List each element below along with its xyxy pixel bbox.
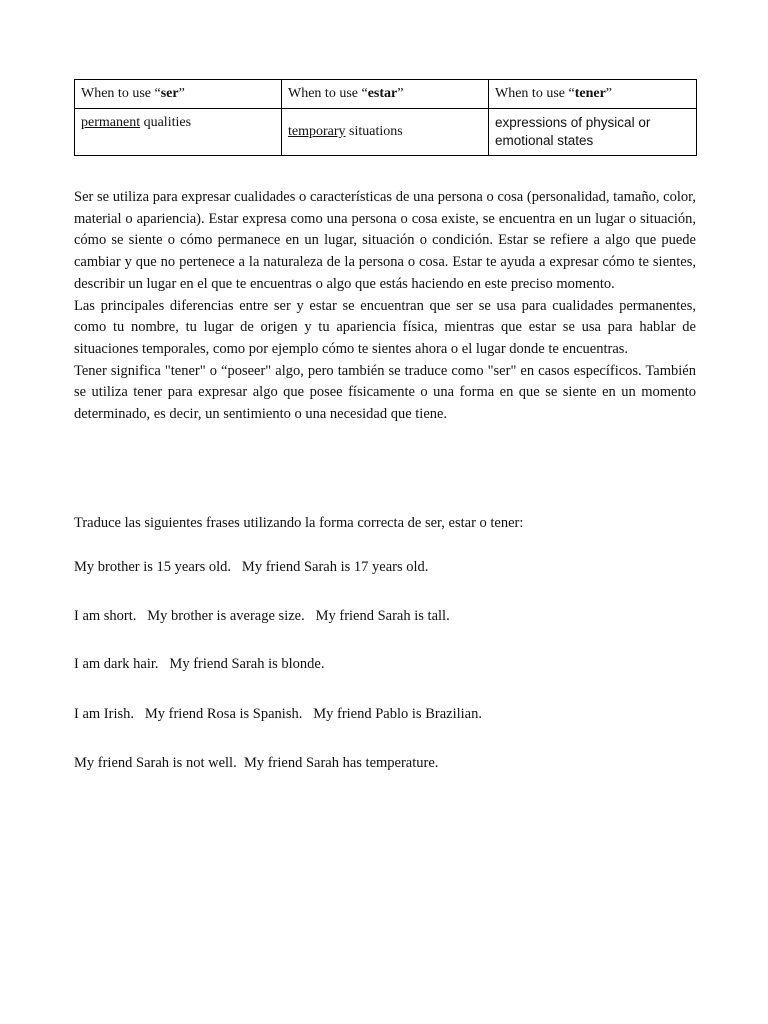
usage-table — [74, 79, 697, 156]
exercise-sentence-5: My friend Sarah is not well. My friend Sarah has temperature. — [74, 755, 439, 771]
exercise-sentence-4: I am Irish. My friend Rosa is Spanish. My friend Pablo is Brazilian. — [74, 706, 482, 722]
worksheet-page — [74, 79, 696, 771]
table-header-row — [75, 80, 697, 109]
paragraph-tener: Tener significa "tener" o “poseer" algo, pero también se traduce como "ser" en casos específicos. También se utiliza tener para expresar algo que posee físicamente o una forma en que se siente en un momento determinado, es decir, un sentimiento o una necesidad que tiene. — [74, 362, 696, 423]
paragraph-ser-estar: Ser se utiliza para expresar cualidades o características de una persona o cosa (personalidad, tamaño, color, material o apariencia). Estar expresa como una persona o cosa existe, se encuentra en un lugar o situación, cómo se siente o cómo permanece en un lugar, situación o condición. Estar se refiere a algo que puede cambiar y que no pertenece a la naturaleza de la persona o cosa. Estar te ayuda a expresar cómo te sientes, describir un lugar en el que te encuentras o algo que estás haciendo en este preciso momento. — [74, 189, 696, 292]
cell-estar-use: temporary situations — [282, 109, 489, 156]
exercise-sentence-2: I am short. My brother is average size. My friend Sarah is tall. — [74, 608, 450, 624]
table-row — [75, 109, 697, 156]
explanation-text — [74, 187, 696, 426]
exercise-sentence-1: My brother is 15 years old. My friend Sarah is 17 years old. — [74, 559, 429, 575]
cell-tener-use: expressions of physical or emotional states — [489, 109, 697, 156]
exercise-instruction: Traduce las siguientes frases utilizando la forma correcta de ser, estar o tener: — [74, 515, 524, 531]
header-estar: When to use “estar” — [282, 80, 489, 109]
paragraph-differences: Las principales diferencias entre ser y estar se encuentran que ser se usa para cualidades permanentes, como tu nombre, tu lugar de origen y tu apariencia física, mientras que estar se usa para hablar de situaciones temporales, como por ejemplo cómo te sientes ahora o el lugar donde te encuentras. — [74, 297, 696, 357]
header-ser: When to use “ser” — [75, 80, 282, 109]
exercise-sentence-3: I am dark hair. My friend Sarah is blonde. — [74, 656, 325, 672]
cell-ser-use: permanent qualities — [75, 109, 282, 156]
header-tener: When to use “tener” — [489, 80, 697, 109]
